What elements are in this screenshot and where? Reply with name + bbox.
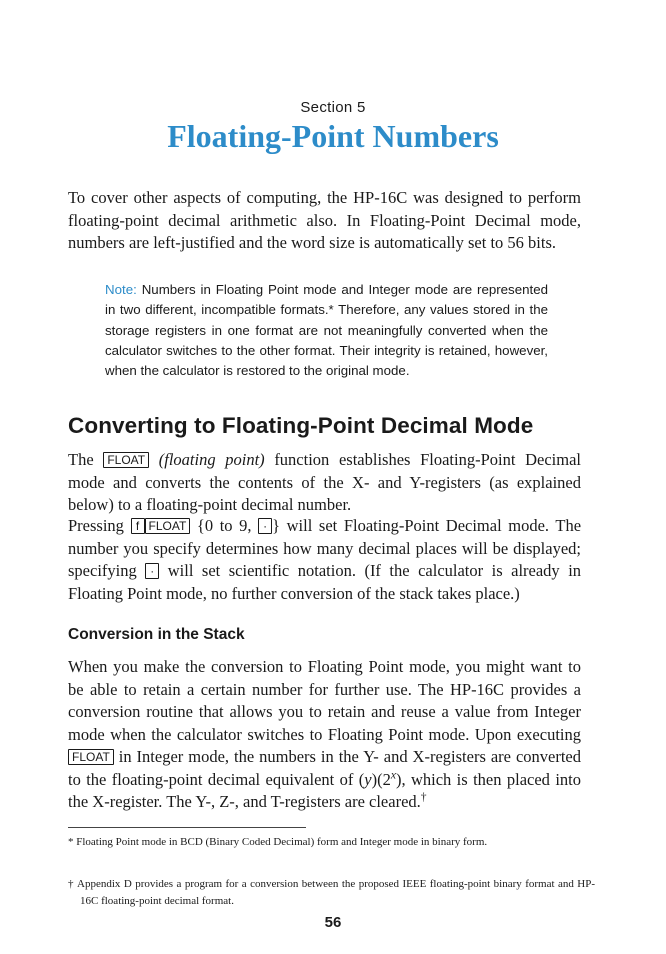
f-key: f bbox=[131, 518, 145, 534]
conversion-paragraph bbox=[68, 656, 581, 814]
float-italic: (floating point) bbox=[158, 450, 265, 469]
footnote-2-marker: † bbox=[68, 878, 75, 890]
footnote-1-text: Floating Point mode in BCD (Binary Coded Decimal) form and Integer mode in binary form. bbox=[76, 836, 488, 848]
float-rest: function establishes Floating-Point Decimal mode and converts the contents of the X- and Y-registers (as explained below) to a floating-point decimal number. bbox=[68, 450, 581, 514]
section-label: Section 5 bbox=[300, 99, 366, 116]
footnote-2 bbox=[68, 876, 595, 910]
footnote-2-text: Appendix D provides a program for a conversion between the proposed IEEE floating-point binary format and HP-16C floating-point decimal format. bbox=[77, 878, 595, 907]
conversion-stack-heading: Conversion in the Stack bbox=[68, 626, 245, 643]
conversion-text-3: )(2 bbox=[371, 769, 391, 789]
page-number: 56 bbox=[324, 914, 342, 931]
converting-heading: Converting to Floating-Point Decimal Mode bbox=[68, 413, 534, 438]
pressing-lead: Pressing bbox=[68, 516, 124, 535]
var-y: y bbox=[364, 769, 372, 789]
conversion-text-2: in Integer mode, the numbers in the Y- and X-registers are converted to the floating-point decimal equivalent of ( bbox=[68, 747, 581, 789]
float-key-3: FLOAT bbox=[68, 749, 114, 765]
float-lead: The bbox=[68, 450, 94, 469]
float-key: FLOAT bbox=[103, 452, 149, 468]
conversion-text-4: ), which is then placed into the X-register. The Y-, Z-, and T-registers are cleared. bbox=[68, 769, 581, 811]
note-text-2: Therefore, any values stored in the storage registers in one format are not meaningfully converted when the calculator switches to the other format. Their integrity is retained, however, when the calculator is restored to the original mode. bbox=[105, 302, 548, 379]
footnote-1-marker: * bbox=[68, 836, 74, 848]
note-label: Note: bbox=[105, 282, 137, 297]
pressing-paragraph bbox=[68, 515, 581, 605]
note-block bbox=[105, 280, 548, 381]
footnote-rule bbox=[68, 827, 306, 828]
digit-range: {0 to 9, bbox=[196, 516, 252, 535]
pressing-rest: will set scientific notation. (If the calculator is already in Floating Point mode, no further conversion of the stack takes place.) bbox=[68, 561, 582, 603]
chapter-title: Floating-Point Numbers bbox=[167, 118, 499, 154]
dot-key-2: · bbox=[145, 563, 159, 579]
footnote-1 bbox=[68, 834, 595, 851]
note-marker: * bbox=[328, 302, 334, 318]
note-text-1: Numbers in Floating Point mode and Integer mode are represented in two different, incompatible formats. bbox=[105, 282, 548, 318]
exp-x: x bbox=[390, 769, 396, 781]
intro-paragraph: To cover other aspects of computing, the HP-16C was designed to perform floating-point decimal arithmetic also. In Floating-Point Decimal mode, numbers are left-justified and the word size is automatically set to 56 bits. bbox=[68, 188, 581, 252]
conversion-text-1: When you make the conversion to Floating Point mode, you might want to be able to retain a certain number for further use. The HP-16C provides a conversion routine that allows you to retain and reuse a value from Integer mode when the calculator switches to Floating Point mode. Upon executing bbox=[68, 657, 581, 744]
float-function-paragraph bbox=[68, 449, 581, 517]
dagger-marker: † bbox=[420, 791, 427, 804]
float-key-2: FLOAT bbox=[145, 518, 191, 534]
dot-key: · bbox=[258, 518, 272, 534]
pressing-mid: } will set Floating-Point Decimal mode. The number you specify determines how many decimal places will be displayed; specifying bbox=[68, 516, 582, 580]
